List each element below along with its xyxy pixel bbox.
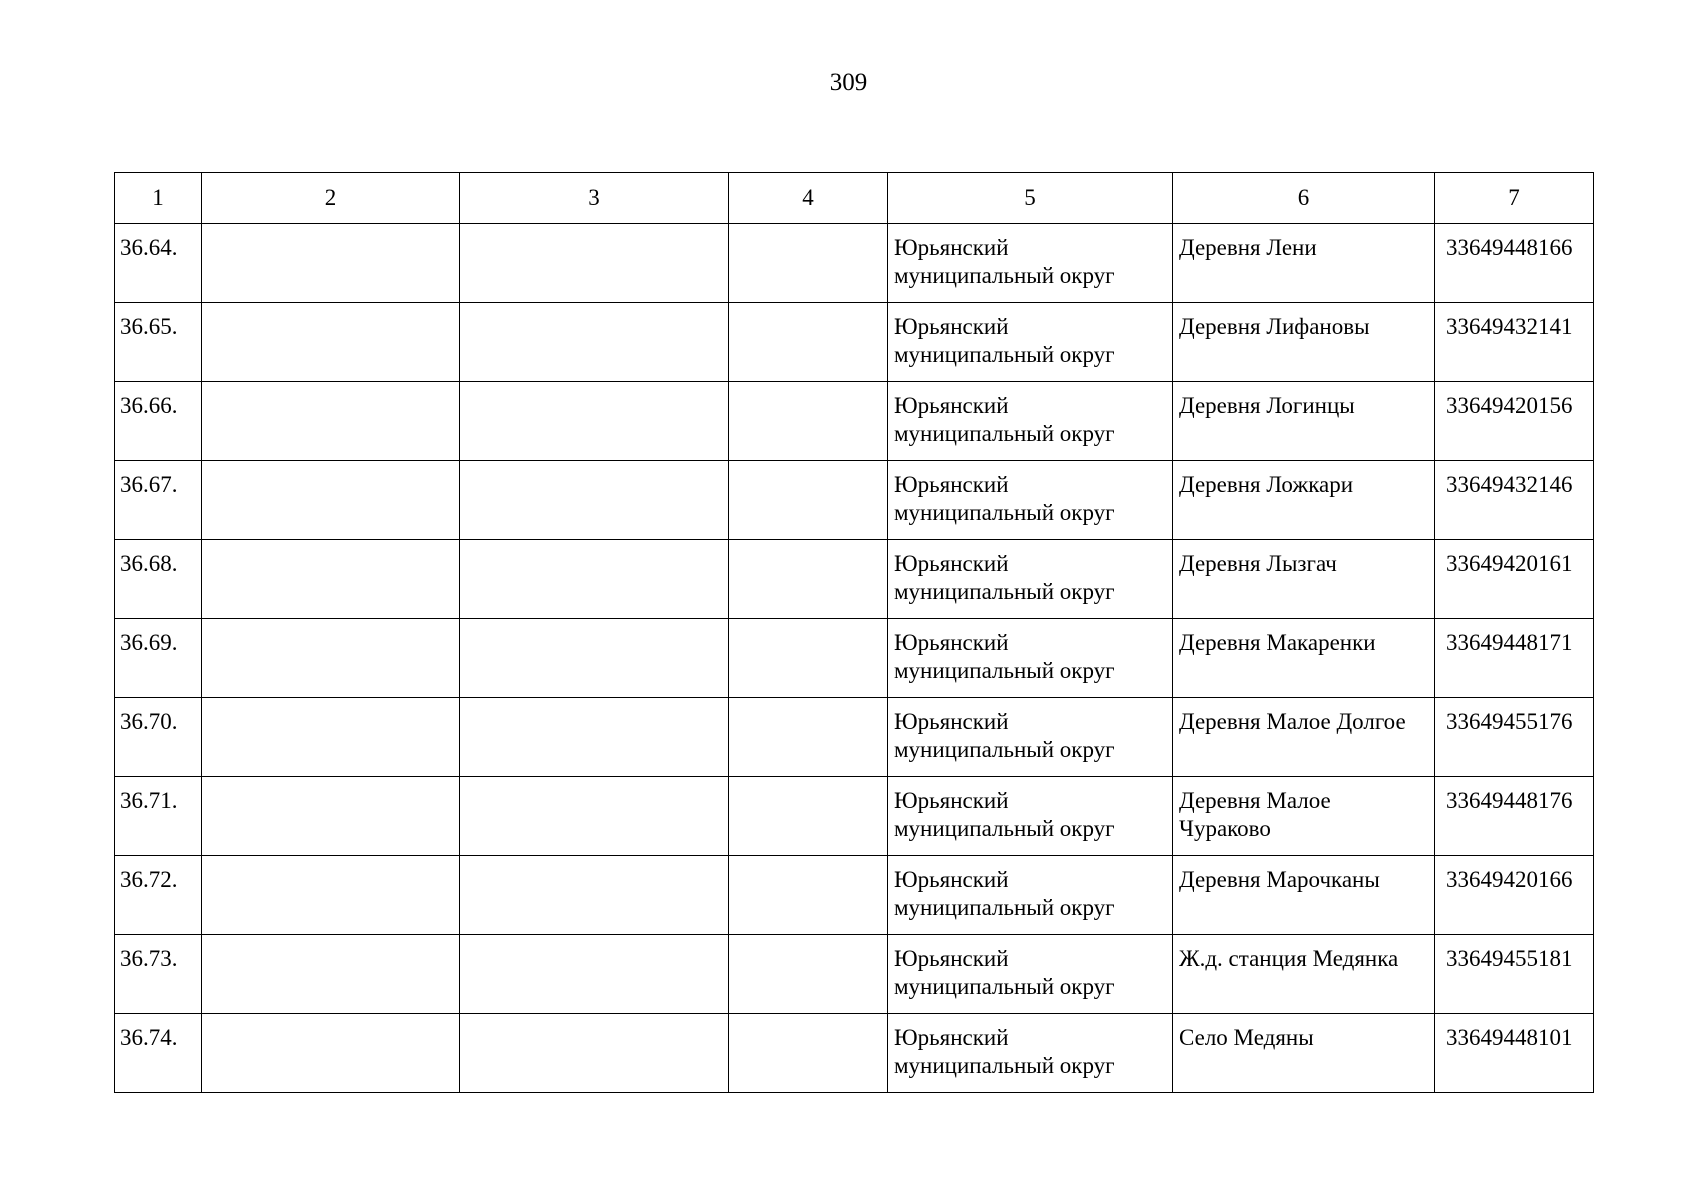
cell-col-4 — [729, 461, 888, 540]
cell-col-2 — [202, 382, 460, 461]
row-number: 36.64. — [115, 224, 202, 303]
cell-col-2 — [202, 698, 460, 777]
oktmo-code-cell: 33649420166 — [1435, 856, 1594, 935]
cell-col-3 — [460, 1014, 729, 1093]
cell-col-4 — [729, 777, 888, 856]
cell-col-4 — [729, 619, 888, 698]
table-row — [115, 856, 1594, 935]
table-row — [115, 224, 1594, 303]
oktmo-code-cell: 33649448166 — [1435, 224, 1594, 303]
row-number: 36.69. — [115, 619, 202, 698]
cell-col-2 — [202, 1014, 460, 1093]
row-number: 36.71. — [115, 777, 202, 856]
table-row — [115, 461, 1594, 540]
settlement-cell: Деревня Марочканы — [1173, 856, 1435, 935]
cell-col-2 — [202, 540, 460, 619]
settlement-cell: Деревня Лызгач — [1173, 540, 1435, 619]
oktmo-code-cell: 33649448176 — [1435, 777, 1594, 856]
table-row — [115, 540, 1594, 619]
oktmo-code-cell: 33649448171 — [1435, 619, 1594, 698]
cell-col-3 — [460, 856, 729, 935]
column-header-1: 1 — [115, 173, 202, 224]
table-row — [115, 698, 1594, 777]
cell-col-2 — [202, 461, 460, 540]
cell-col-2 — [202, 224, 460, 303]
page-number: 309 — [829, 69, 868, 96]
oktmo-code-cell: 33649432141 — [1435, 303, 1594, 382]
column-header-5: 5 — [888, 173, 1173, 224]
table-header-row — [115, 173, 1594, 224]
cell-col-4 — [729, 303, 888, 382]
table-row — [115, 935, 1594, 1014]
district-cell: Юрьянский муниципальный округ — [888, 1014, 1173, 1093]
cell-col-3 — [460, 224, 729, 303]
cell-col-2 — [202, 935, 460, 1014]
settlement-cell: Ж.д. станция Медянка — [1173, 935, 1435, 1014]
row-number: 36.65. — [115, 303, 202, 382]
column-header-3: 3 — [460, 173, 729, 224]
cell-col-4 — [729, 1014, 888, 1093]
column-header-6: 6 — [1173, 173, 1435, 224]
oktmo-code-cell: 33649448101 — [1435, 1014, 1594, 1093]
cell-col-2 — [202, 303, 460, 382]
oktmo-code-cell: 33649432146 — [1435, 461, 1594, 540]
row-number: 36.74. — [115, 1014, 202, 1093]
district-cell: Юрьянский муниципальный округ — [888, 224, 1173, 303]
cell-col-3 — [460, 540, 729, 619]
settlement-cell: Деревня Лифановы — [1173, 303, 1435, 382]
district-cell: Юрьянский муниципальный округ — [888, 303, 1173, 382]
cell-col-3 — [460, 461, 729, 540]
cell-col-2 — [202, 856, 460, 935]
district-cell: Юрьянский муниципальный округ — [888, 856, 1173, 935]
cell-col-2 — [202, 619, 460, 698]
cell-col-3 — [460, 935, 729, 1014]
settlement-cell: Деревня Ложкари — [1173, 461, 1435, 540]
district-cell: Юрьянский муниципальный округ — [888, 461, 1173, 540]
cell-col-4 — [729, 382, 888, 461]
district-cell: Юрьянский муниципальный округ — [888, 935, 1173, 1014]
cell-col-3 — [460, 382, 729, 461]
table-row — [115, 777, 1594, 856]
settlement-cell: Село Медяны — [1173, 1014, 1435, 1093]
settlement-cell: Деревня Лени — [1173, 224, 1435, 303]
cell-col-4 — [729, 540, 888, 619]
table-row — [115, 382, 1594, 461]
cell-col-4 — [729, 856, 888, 935]
district-cell: Юрьянский муниципальный округ — [888, 777, 1173, 856]
row-number: 36.68. — [115, 540, 202, 619]
district-cell: Юрьянский муниципальный округ — [888, 382, 1173, 461]
cell-col-3 — [460, 619, 729, 698]
cell-col-2 — [202, 777, 460, 856]
cell-col-3 — [460, 777, 729, 856]
column-header-4: 4 — [729, 173, 888, 224]
cell-col-3 — [460, 698, 729, 777]
row-number: 36.66. — [115, 382, 202, 461]
row-number: 36.70. — [115, 698, 202, 777]
oktmo-code-cell: 33649420156 — [1435, 382, 1594, 461]
cell-col-4 — [729, 698, 888, 777]
settlements-table — [114, 172, 1594, 1093]
cell-col-4 — [729, 224, 888, 303]
district-cell: Юрьянский муниципальный округ — [888, 698, 1173, 777]
oktmo-code-cell: 33649455176 — [1435, 698, 1594, 777]
row-number: 36.72. — [115, 856, 202, 935]
settlement-cell: Деревня Макаренки — [1173, 619, 1435, 698]
row-number: 36.73. — [115, 935, 202, 1014]
column-header-2: 2 — [202, 173, 460, 224]
settlement-cell: Деревня Малое Чураково — [1173, 777, 1435, 856]
table-row — [115, 1014, 1594, 1093]
cell-col-3 — [460, 303, 729, 382]
settlement-cell: Деревня Малое Долгое — [1173, 698, 1435, 777]
table-body — [115, 224, 1594, 1093]
table-row — [115, 303, 1594, 382]
district-cell: Юрьянский муниципальный округ — [888, 540, 1173, 619]
oktmo-code-cell: 33649420161 — [1435, 540, 1594, 619]
district-cell: Юрьянский муниципальный округ — [888, 619, 1173, 698]
table-row — [115, 619, 1594, 698]
cell-col-4 — [729, 935, 888, 1014]
row-number: 36.67. — [115, 461, 202, 540]
settlement-cell: Деревня Логинцы — [1173, 382, 1435, 461]
oktmo-code-cell: 33649455181 — [1435, 935, 1594, 1014]
column-header-7: 7 — [1435, 173, 1594, 224]
